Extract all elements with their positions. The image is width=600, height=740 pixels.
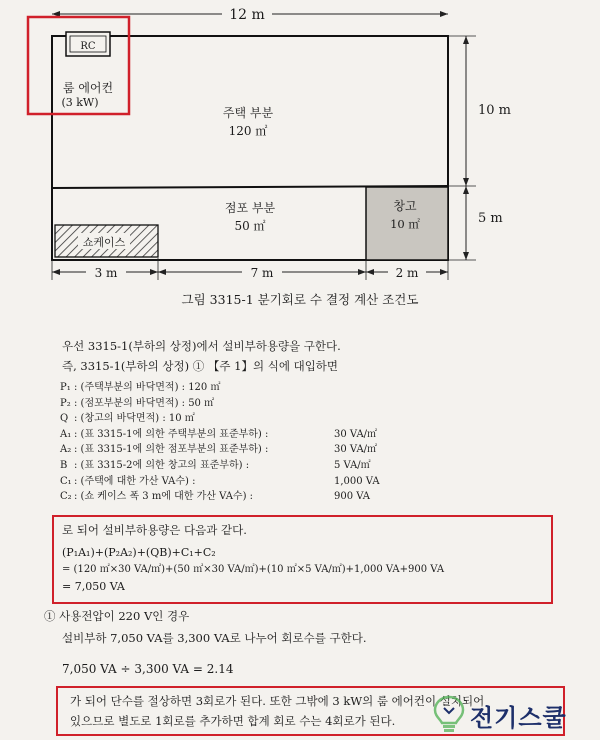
def-desc: : (표 3315-1에 의한 점포부분의 표준부하) :: [74, 444, 269, 456]
definition-row: [60, 458, 380, 474]
definitions-list: [60, 380, 380, 505]
section-calc: 7,050 VA ÷ 3,300 VA = 2.14: [62, 662, 234, 676]
dim-bottom-1: 3 m: [94, 266, 118, 280]
formula-line-1: (P₁A₁)+(P₂A₂)+(QB)+C₁+C₂: [62, 546, 216, 559]
def-value: 5 VA/㎡: [334, 459, 371, 471]
rc-label: RC: [80, 41, 96, 52]
def-value: 1,000 VA: [334, 475, 380, 487]
def-symbol: C₁: [60, 475, 72, 487]
section-text: 설비부하 7,050 VA를 3,300 VA로 나누어 회로수를 구한다.: [62, 631, 367, 645]
residential-area: 120 ㎡: [228, 124, 268, 138]
def-value: 30 VA/㎡: [334, 444, 378, 456]
dimension-bottom: [52, 258, 448, 280]
def-desc: : (표 3315-1에 의한 주택부분의 표준부하) :: [74, 428, 269, 440]
conclusion-line-2: 있으므로 별도로 1회로를 추가하면 합계 회로 수는 4회로가 된다.: [70, 714, 396, 728]
section-heading: ① 사용전압이 220 V인 경우: [44, 609, 190, 623]
floor-plan-figure: [0, 0, 600, 290]
showcase-label: 쇼케이스: [82, 236, 126, 249]
def-value: 30 VA/㎡: [334, 428, 378, 440]
def-desc: : (점포부분의 바닥면적) : 50 ㎡: [74, 397, 215, 409]
formula-line-2: = (120 ㎡×30 VA/㎡)+(50 ㎡×30 VA/㎡)+(10 ㎡×5 VA/㎡)+1,000 VA+900 VA: [62, 564, 445, 575]
store-area: 50 ㎡: [234, 219, 266, 233]
warehouse-name: 창고: [393, 199, 417, 213]
def-desc: : (주택부분의 바닥면적) : 120 ㎡: [74, 382, 221, 393]
def-value: 900 VA: [334, 491, 371, 503]
warehouse-area-label: 10 ㎡: [390, 217, 420, 231]
dim-height-upper: 10 m: [478, 103, 512, 118]
def-desc: : (표 3315-2에 의한 창고의 표준부하) :: [74, 459, 250, 471]
dimension-right: [448, 36, 511, 260]
figure-caption: 그림 3315-1 분기회로 수 결정 계산 조건도: [181, 292, 419, 307]
definition-row: [60, 396, 380, 412]
room-ac-power: (3 kW): [61, 96, 99, 109]
store-name: 점포 부분: [224, 201, 276, 215]
dim-width-top: 12 m: [229, 7, 265, 23]
definition-row: [60, 380, 380, 396]
def-symbol: P₁: [60, 382, 71, 393]
formula-block: [62, 544, 444, 595]
def-desc: : (창고의 바닥면적) : 10 ㎡: [74, 413, 195, 425]
intro-line-1: 우선 3315-1(부하의 상정)에서 설비부하용량을 구한다.: [62, 339, 341, 353]
definition-row: [60, 489, 380, 505]
conclusion-line-1: 가 되어 단수를 절상하면 3회로가 된다. 또한 그밖에 3 kW의 룸 에어컨이 설치되어: [70, 694, 485, 708]
intro-line-2: 즉, 3315-1(부하의 상정) ① 【주 1】의 식에 대입하면: [62, 359, 339, 373]
definition-row: [60, 474, 380, 490]
def-symbol: Q: [60, 413, 69, 425]
def-symbol: B: [60, 459, 68, 471]
def-symbol: A₁: [60, 428, 72, 440]
formula-label: 로 되어 설비부하용량은 다음과 같다.: [62, 523, 247, 537]
def-symbol: P₂: [60, 397, 71, 409]
definition-row: [60, 411, 380, 427]
def-desc: : (주택에 대한 가산 VA수) :: [74, 475, 196, 487]
def-symbol: C₂: [60, 491, 72, 503]
residential-name: 주택 부분: [222, 106, 274, 120]
definition-row: [60, 427, 380, 443]
dim-height-lower: 5 m: [478, 211, 503, 226]
dim-bottom-2: 7 m: [250, 266, 274, 280]
formula-line-3: = 7,050 VA: [62, 580, 125, 593]
room-ac-name: 룸 에어컨: [62, 81, 114, 95]
dimension-top: [52, 5, 448, 23]
def-symbol: A₂: [60, 444, 72, 456]
def-desc: : (쇼 케이스 폭 3 m에 대한 가산 VA수) :: [74, 491, 254, 503]
definition-row: [60, 442, 380, 458]
lightbulb-logo-icon: [432, 694, 466, 734]
watermark-logo: 전기스쿨: [470, 704, 567, 732]
dim-bottom-3: 2 m: [395, 266, 419, 280]
